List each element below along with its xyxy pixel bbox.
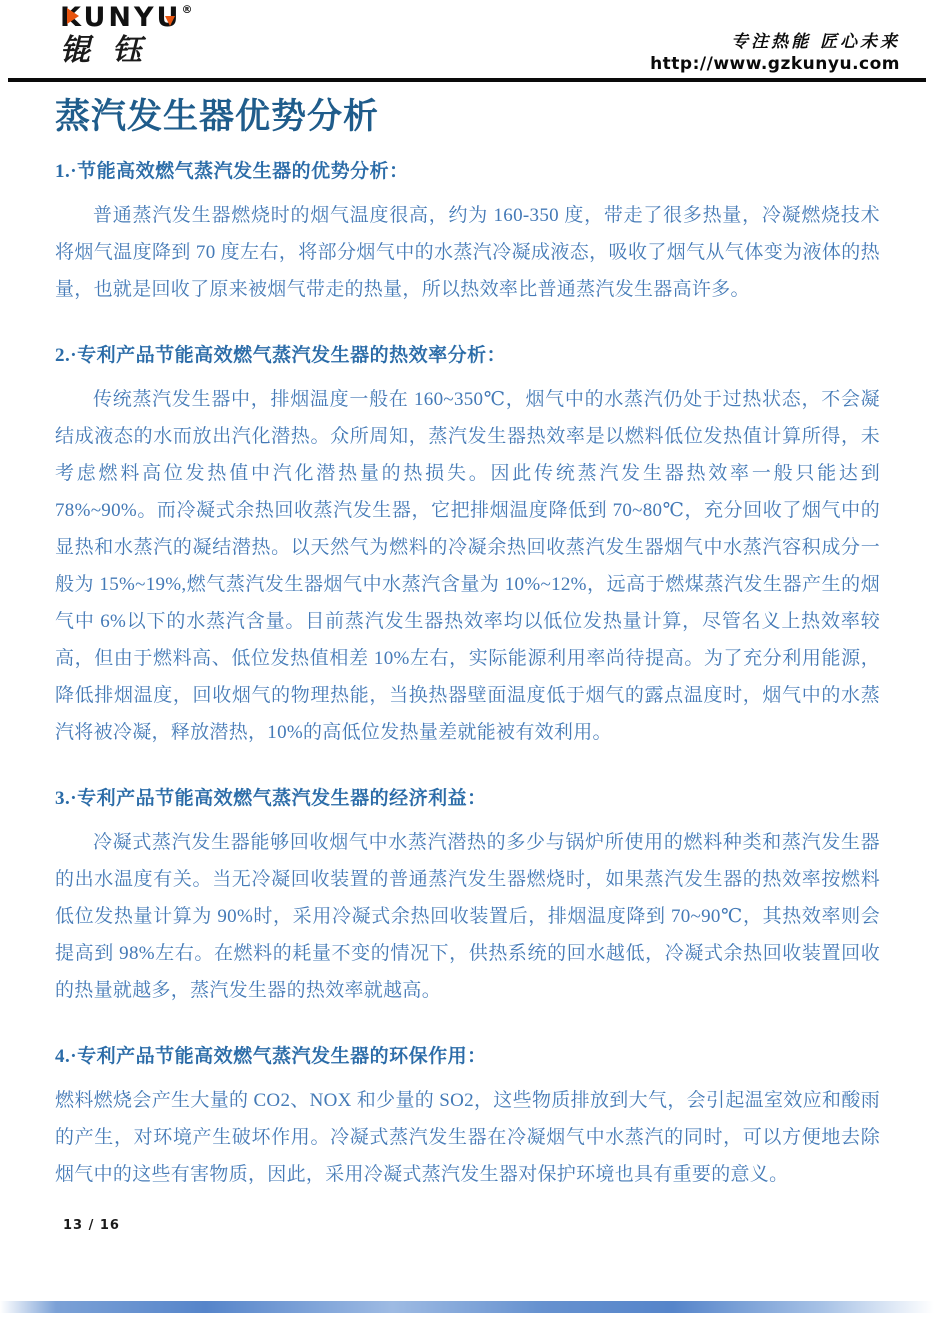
- document-content: [0, 82, 934, 1193]
- logo-k-accent-icon: [67, 8, 79, 24]
- header-right: [650, 32, 900, 76]
- section-4-heading: 4.·专利产品节能高效燃气蒸汽发生器的环保作用：: [55, 1046, 487, 1067]
- section-1-heading: 1.·节能高效燃气蒸汽发生器的优势分析：: [55, 161, 409, 182]
- section-2-heading: 2.·专利产品节能高效燃气蒸汽发生器的热效率分析：: [55, 345, 507, 366]
- logo-chinese-name: 锟钰: [60, 33, 164, 68]
- section-2-paragraph: 传统蒸汽发生器中，排烟温度一般在 160~350℃，烟气中的水蒸汽仍处于过热状态，不会凝结成液态的水而放出汽化潜热。众所周知，蒸汽发生器热效率是以燃料低位发热值计算所得，未考虑燃料高位发热值中汽化潜热量的热损失。因此传统蒸汽发生器热效率一般只能达到 78%~90%。而冷凝式余热回收蒸汽发生器，它把排烟温度降低到 70~80℃，充分回收了烟气中的显热和水蒸汽的凝结潜热。以天然气为燃料的冷凝余热回收蒸汽发生器烟气中水蒸汽容积成分一般为 15%~19%,燃气蒸汽发生器烟气中水蒸汽含量为 10%~12%，远高于燃煤蒸汽发生器产生的烟气中 6%以下的水蒸汽含量。目前蒸汽发生器热效率均以低位发热量计算，尽管名义上热效率较高，但由于燃料高、低位发热值相差 10%左右，实际能源利用率尚待提高。为了充分利用能源，降低排烟温度，回收烟气的物理热能，当换热器壁面温度低于烟气的露点温度时，烟气中的水蒸汽将被冷凝，释放潜热，10%的高低位发热量差就能被有效利用。: [55, 389, 880, 743]
- company-tagline: 专注热能 匠心未来: [731, 32, 900, 52]
- footer-decorative-bar: [0, 1301, 934, 1313]
- section-3-paragraph: 冷凝式蒸汽发生器能够回收烟气中水蒸汽潜热的多少与锅炉所使用的燃料种类和蒸汽发生器的出水温度有关。当无冷凝回收装置的普通蒸汽发生器燃烧时，如果蒸汽发生器的热效率按燃料低位发热量计算为 90%时，采用冷凝式余热回收装置后，排烟温度降到 70~90℃，其热效率则会提高到 98%左右。在燃料的耗量不变的情况下，供热系统的回水越低，冷凝式余热回收装置回收的热量就越多，蒸汽发生器的热效率就越高。: [55, 832, 880, 1001]
- logo-y-accent-icon: [165, 16, 175, 26]
- company-logo: [60, 4, 192, 67]
- website-url[interactable]: http://www.gzkunyu.com: [650, 54, 900, 75]
- registered-trademark-icon: ®: [181, 3, 193, 16]
- section-4-paragraph: 燃料燃烧会产生大量的 CO2、NOX 和少量的 SO2，这些物质排放到大气，会引起温室效应和酸雨的产生，对环境产生破坏作用。冷凝式蒸汽发生器在冷凝烟气中水蒸汽的同时，可以方便地去除烟气中的这些有害物质，因此，采用冷凝式蒸汽发生器对保护环境也具有重要的意义。: [55, 1090, 880, 1185]
- page-number: 13 / 16: [63, 1218, 120, 1233]
- page-title: 蒸汽发生器优势分析: [55, 97, 380, 136]
- logo-wordmark: [60, 4, 192, 31]
- section-1-paragraph: 普通蒸汽发生器燃烧时的烟气温度很高，约为 160-350 度，带走了很多热量，冷凝燃烧技术将烟气温度降到 70 度左右，将部分烟气中的水蒸汽冷凝成液态，吸收了烟气从气体变为液体的热量，也就是回收了原来被烟气带走的热量，所以热效率比普通蒸汽发生器高许多。: [55, 205, 880, 300]
- logo-text: KUNYU: [60, 2, 182, 33]
- section-3-heading: 3.·专利产品节能高效燃气蒸汽发生器的经济利益：: [55, 788, 487, 809]
- page-header: [8, 0, 926, 82]
